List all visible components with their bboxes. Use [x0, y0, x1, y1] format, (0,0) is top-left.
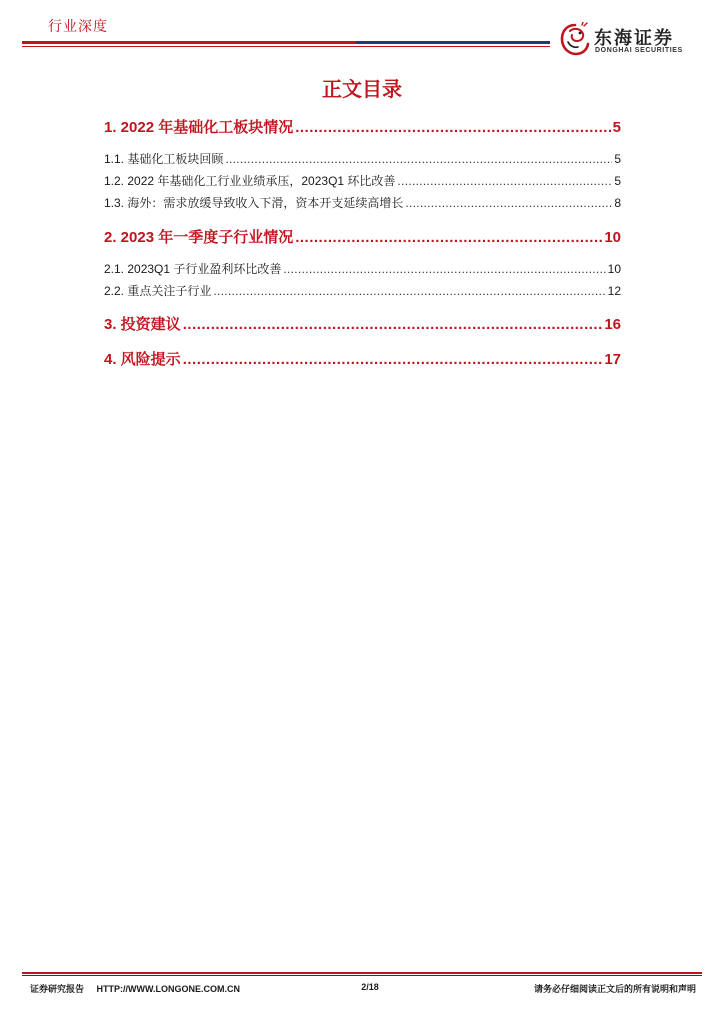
- toc-entry-4[interactable]: [104, 348, 621, 369]
- toc-entry-3[interactable]: [104, 313, 621, 334]
- report-type-tag: 行业深度: [48, 19, 108, 35]
- toc-entry-label: 1.3. 海外：需求放缓导致收入下滑，资本开支延续高增长: [104, 196, 404, 210]
- footer-rule-blue: [22, 975, 702, 976]
- toc-leader-dots: [183, 351, 603, 368]
- logo-english-name: DONGHAI SECURITIES: [595, 47, 683, 54]
- toc-entry-label: 2.1. 2023Q1 子行业盈利环比改善: [104, 262, 282, 276]
- toc-entry-label: 1. 2022 年基础化工板块情况: [104, 119, 294, 136]
- toc-leader-dots: [225, 152, 612, 166]
- toc-entry-page: 17: [604, 351, 621, 368]
- toc-entry-2[interactable]: [104, 226, 621, 247]
- toc-leader-dots: [295, 119, 610, 136]
- toc-leader-dots: [397, 174, 612, 188]
- toc-title: 正文目录: [322, 77, 402, 101]
- toc-entry-label: 3. 投资建议: [104, 316, 181, 333]
- toc-entry-label: 1.1. 基础化工板块回顾: [104, 152, 224, 166]
- toc-leader-dots: [213, 284, 605, 298]
- footer-left: [30, 982, 240, 995]
- toc-entry-page: 10: [607, 262, 621, 276]
- toc-leader-dots: [295, 229, 602, 246]
- toc-entry-label: 2. 2023 年一季度子行业情况: [104, 229, 294, 246]
- toc-leader-dots: [405, 196, 612, 210]
- header-rule-red: [22, 41, 356, 44]
- toc-entry-page: 10: [604, 229, 621, 246]
- logo-chinese-name: 东海证券: [594, 28, 674, 49]
- toc-leader-dots: [283, 262, 605, 276]
- header-rule-blue: [356, 41, 550, 44]
- toc-entry-label: 1.2. 2022 年基础化工行业业绩承压，2023Q1 环比改善: [104, 174, 396, 188]
- toc-entry-page: 5: [614, 152, 621, 166]
- dragon-emblem-icon: [558, 22, 592, 58]
- header-rule-thin: [22, 46, 550, 47]
- footer-page-number: 2/18: [361, 982, 379, 992]
- toc-entry-label: 4. 风险提示: [104, 351, 181, 368]
- company-logo: [558, 22, 708, 58]
- toc-entry-1-3[interactable]: [104, 194, 621, 211]
- toc-entry-1-1[interactable]: [104, 150, 621, 167]
- footer-rule-red: [22, 972, 702, 974]
- toc-entry-page: 5: [612, 119, 621, 136]
- toc-entry-1[interactable]: [104, 116, 621, 137]
- toc-entry-2-2[interactable]: [104, 282, 621, 299]
- toc-entry-2-1[interactable]: [104, 260, 621, 277]
- toc-leader-dots: [183, 316, 603, 333]
- toc-entry-page: 12: [607, 284, 621, 298]
- toc-entry-page: 16: [604, 316, 621, 333]
- footer-report-label: 证券研究报告: [30, 984, 85, 994]
- toc-entry-page: 8: [614, 196, 621, 210]
- footer-disclaimer: 请务必仔细阅读正文后的所有说明和声明: [533, 984, 696, 994]
- toc-entry-label: 2.2. 重点关注子行业: [104, 284, 212, 298]
- toc-entry-page: 5: [614, 174, 621, 188]
- footer-website-link[interactable]: HTTP://WWW.LONGONE.COM.CN: [96, 984, 241, 994]
- toc-entry-1-2[interactable]: [104, 172, 621, 189]
